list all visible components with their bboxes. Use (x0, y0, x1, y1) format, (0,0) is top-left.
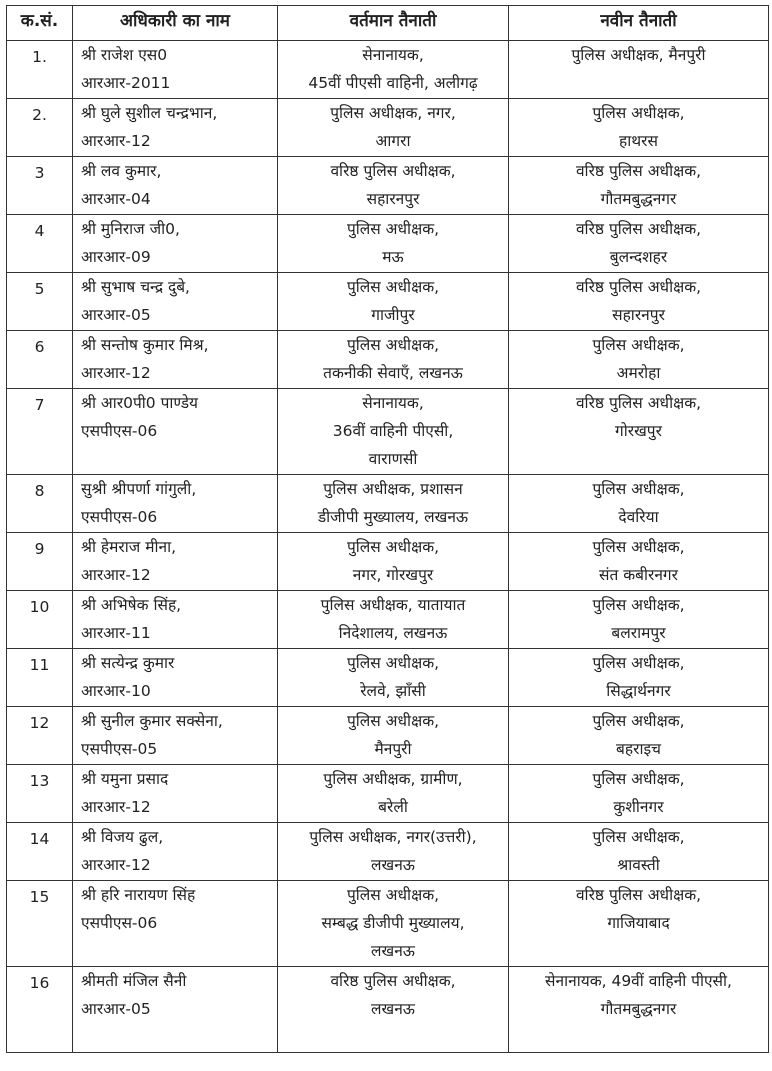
officer-name-cell (73, 99, 278, 157)
table-row (7, 533, 769, 591)
officer-name-cell (73, 881, 278, 967)
new-posting-line: गाजियाबाद (607, 914, 670, 932)
serial-number: 9 (7, 533, 73, 591)
current-posting-line: सहारनपुर (366, 190, 420, 208)
officer-name-cell (73, 823, 278, 881)
transfer-order-document (6, 5, 768, 1053)
officer-name-line: आरआर-2011 (81, 74, 171, 92)
header-current-posting: वर्तमान तैनाती (278, 6, 509, 41)
table-row (7, 157, 769, 215)
current-posting-line: पुलिस अधीक्षक, (346, 538, 440, 556)
officer-name-line: एसपीएस-06 (81, 422, 158, 440)
current-posting-cell (278, 331, 509, 389)
new-posting-cell (509, 41, 769, 99)
officer-name-line: आरआर-12 (81, 856, 151, 874)
current-posting-line: बरेली (378, 798, 408, 816)
new-posting-cell (509, 591, 769, 649)
current-posting-line: निदेशालय, लखनऊ (338, 624, 448, 642)
current-posting-line: पुलिस अधीक्षक, (346, 654, 440, 672)
current-posting-cell (278, 823, 509, 881)
new-posting-line: वरिष्ठ पुलिस अधीक्षक, (575, 394, 702, 412)
table-row (7, 881, 769, 967)
current-posting-line: लखनऊ (371, 856, 415, 874)
officer-name-cell (73, 533, 278, 591)
officer-name-line: आरआर-12 (81, 132, 151, 150)
current-posting-line: सेनानायक, (362, 394, 424, 412)
current-posting-cell (278, 475, 509, 533)
new-posting-line: संत कबीरनगर (598, 566, 679, 584)
new-posting-line: सिद्धार्थनगर (606, 682, 671, 700)
officer-name-line: श्री घुले सुशील चन्द्रभान, (81, 104, 218, 122)
current-posting-cell (278, 99, 509, 157)
table-row (7, 41, 769, 99)
serial-number: 3 (7, 157, 73, 215)
officer-name-line: आरआर-11 (81, 624, 151, 642)
table-row (7, 273, 769, 331)
table-row (7, 215, 769, 273)
serial-number: 7 (7, 389, 73, 475)
new-posting-cell (509, 967, 769, 1053)
officer-name-cell (73, 475, 278, 533)
new-posting-line: वरिष्ठ पुलिस अधीक्षक, (575, 220, 702, 238)
officer-name-cell (73, 215, 278, 273)
current-posting-line: पुलिस अधीक्षक, नगर(उत्तरी), (309, 828, 477, 846)
table-row (7, 591, 769, 649)
table-body (7, 41, 769, 1053)
officer-name-line: श्री लव कुमार, (81, 162, 162, 180)
new-posting-line: हाथरस (619, 132, 658, 150)
current-posting-line: सेनानायक, (362, 46, 424, 64)
table-row (7, 765, 769, 823)
officer-name-line: एसपीएस-05 (81, 740, 158, 758)
new-posting-line: देवरिया (618, 508, 659, 526)
current-posting-line: पुलिस अधीक्षक, (346, 278, 440, 296)
table-row (7, 649, 769, 707)
current-posting-line: पुलिस अधीक्षक, प्रशासन (323, 480, 463, 498)
serial-number: 15 (7, 881, 73, 967)
serial-number: 14 (7, 823, 73, 881)
new-posting-cell (509, 215, 769, 273)
current-posting-cell (278, 215, 509, 273)
new-posting-line: वरिष्ठ पुलिस अधीक्षक, (575, 886, 702, 904)
current-posting-line: वरिष्ठ पुलिस अधीक्षक, (330, 972, 456, 990)
table-row (7, 707, 769, 765)
table-row (7, 389, 769, 475)
officer-name-line: सुश्री श्रीपर्णा गांगुली, (81, 480, 197, 498)
new-posting-cell (509, 331, 769, 389)
table-row (7, 475, 769, 533)
new-posting-cell (509, 649, 769, 707)
officer-name-cell (73, 649, 278, 707)
officer-name-line: श्री सन्तोष कुमार मिश्र, (81, 336, 209, 354)
new-posting-cell (509, 389, 769, 475)
current-posting-cell (278, 273, 509, 331)
current-posting-line: 45वीं पीएसी वाहिनी, अलीगढ़ (308, 74, 478, 92)
new-posting-line: वरिष्ठ पुलिस अधीक्षक, (575, 162, 702, 180)
officer-name-line: श्री सुनील कुमार सक्सेना, (81, 712, 223, 730)
header-new-posting: नवीन तैनाती (509, 6, 769, 41)
serial-number: 5 (7, 273, 73, 331)
officer-name-cell (73, 967, 278, 1053)
officer-name-line: श्री राजेश एस0 (81, 46, 168, 64)
current-posting-line: मऊ (382, 248, 404, 266)
new-posting-line: पुलिस अधीक्षक, (592, 654, 685, 672)
officer-name-line: श्रीमती मंजिल सैनी (81, 972, 187, 990)
officer-name-cell (73, 41, 278, 99)
new-posting-cell (509, 157, 769, 215)
current-posting-line: पुलिस अधीक्षक, ग्रामीण, (323, 770, 463, 788)
current-posting-line: मैनपुरी (374, 740, 412, 758)
table-row (7, 99, 769, 157)
current-posting-cell (278, 649, 509, 707)
officer-name-line: आरआर-04 (81, 190, 151, 208)
new-posting-cell (509, 881, 769, 967)
officer-name-line: श्री विजय ढुल, (81, 828, 164, 846)
current-posting-cell (278, 881, 509, 967)
officer-name-line: श्री हरि नारायण सिंह (81, 886, 196, 904)
officer-name-line: आरआर-12 (81, 798, 151, 816)
serial-number: 2. (7, 99, 73, 157)
officer-name-line: आरआर-10 (81, 682, 151, 700)
current-posting-cell (278, 533, 509, 591)
new-posting-line: सेनानायक, 49वीं वाहिनी पीएसी, (545, 972, 732, 990)
new-posting-cell (509, 99, 769, 157)
officer-name-line: श्री मुनिराज जी0, (81, 220, 180, 238)
serial-number: 1. (7, 41, 73, 99)
officer-name-line: श्री सुभाष चन्द्र दुबे, (81, 278, 190, 296)
header-officer-name: अधिकारी का नाम (73, 6, 278, 41)
current-posting-line: डीजीपी मुख्यालय, लखनऊ (317, 508, 469, 526)
new-posting-line: अमरोहा (616, 364, 661, 382)
new-posting-line: पुलिस अधीक्षक, (592, 770, 685, 788)
new-posting-line: बलरामपुर (611, 624, 666, 642)
officer-name-cell (73, 331, 278, 389)
new-posting-line: कुशीनगर (613, 798, 664, 816)
officer-name-cell (73, 707, 278, 765)
new-posting-line: गोरखपुर (615, 422, 662, 440)
serial-number: 12 (7, 707, 73, 765)
table-header-row (7, 6, 769, 41)
officer-name-line: आरआर-05 (81, 1000, 151, 1018)
current-posting-line: नगर, गोरखपुर (352, 566, 434, 584)
new-posting-line: गौतमबुद्धनगर (600, 1000, 677, 1018)
officer-name-cell (73, 765, 278, 823)
current-posting-cell (278, 389, 509, 475)
current-posting-line: लखनऊ (371, 1000, 415, 1018)
current-posting-line: पुलिस अधीक्षक, (346, 886, 440, 904)
officer-name-line: एसपीएस-06 (81, 914, 158, 932)
officer-name-line: श्री अभिषेक सिंह, (81, 596, 182, 614)
current-posting-line: पुलिस अधीक्षक, (346, 712, 440, 730)
new-posting-cell (509, 765, 769, 823)
new-posting-line: सहारनपुर (612, 306, 665, 324)
officer-name-line: श्री हेमराज मीना, (81, 538, 177, 556)
new-posting-line: पुलिस अधीक्षक, (592, 828, 685, 846)
officer-name-line: एसपीएस-06 (81, 508, 158, 526)
current-posting-line: पुलिस अधीक्षक, (346, 220, 440, 238)
new-posting-cell (509, 533, 769, 591)
new-posting-line: श्रावस्ती (617, 856, 660, 874)
table-row (7, 331, 769, 389)
current-posting-line: आगरा (375, 132, 411, 150)
current-posting-cell (278, 765, 509, 823)
new-posting-cell (509, 823, 769, 881)
current-posting-line: लखनऊ (371, 942, 415, 960)
current-posting-line: वरिष्ठ पुलिस अधीक्षक, (330, 162, 456, 180)
new-posting-cell (509, 707, 769, 765)
current-posting-cell (278, 157, 509, 215)
serial-number: 11 (7, 649, 73, 707)
header-serial: क.सं. (7, 6, 73, 41)
officer-name-line: आरआर-12 (81, 364, 151, 382)
new-posting-line: पुलिस अधीक्षक, (592, 480, 685, 498)
current-posting-line: तकनीकी सेवाएँ, लखनऊ (323, 364, 463, 382)
officer-name-cell (73, 389, 278, 475)
new-posting-line: पुलिस अधीक्षक, (592, 712, 685, 730)
serial-number: 6 (7, 331, 73, 389)
current-posting-cell (278, 591, 509, 649)
current-posting-line: पुलिस अधीक्षक, यातायात (320, 596, 466, 614)
new-posting-line: पुलिस अधीक्षक, (592, 336, 685, 354)
current-posting-cell (278, 967, 509, 1053)
officer-name-line: श्री सत्येन्द्र कुमार (81, 654, 175, 672)
officer-name-line: आरआर-05 (81, 306, 151, 324)
officer-name-cell (73, 591, 278, 649)
serial-number: 10 (7, 591, 73, 649)
officer-name-line: आरआर-09 (81, 248, 151, 266)
new-posting-line: पुलिस अधीक्षक, मैनपुरी (571, 46, 706, 64)
serial-number: 16 (7, 967, 73, 1053)
officer-name-line: श्री यमुना प्रसाद (81, 770, 169, 788)
current-posting-line: वाराणसी (368, 450, 418, 468)
new-posting-cell (509, 273, 769, 331)
new-posting-line: बहराइच (616, 740, 661, 758)
current-posting-line: गाजीपुर (371, 306, 415, 324)
table-row (7, 823, 769, 881)
new-posting-cell (509, 475, 769, 533)
officer-name-line: आरआर-12 (81, 566, 151, 584)
serial-number: 8 (7, 475, 73, 533)
current-posting-line: रेलवे, झाँसी (360, 682, 426, 700)
new-posting-line: बुलन्दशहर (609, 248, 668, 266)
new-posting-line: गौतमबुद्धनगर (600, 190, 677, 208)
new-posting-line: पुलिस अधीक्षक, (592, 538, 685, 556)
new-posting-line: वरिष्ठ पुलिस अधीक्षक, (575, 278, 702, 296)
officer-name-cell (73, 157, 278, 215)
current-posting-cell (278, 41, 509, 99)
table-row (7, 967, 769, 1053)
officer-name-line: श्री आर0पी0 पाण्डेय (81, 394, 199, 412)
new-posting-line: पुलिस अधीक्षक, (592, 104, 685, 122)
current-posting-line: पुलिस अधीक्षक, (346, 336, 440, 354)
officer-name-cell (73, 273, 278, 331)
serial-number: 4 (7, 215, 73, 273)
transfer-table (6, 5, 769, 1053)
current-posting-cell (278, 707, 509, 765)
new-posting-line: पुलिस अधीक्षक, (592, 596, 685, 614)
serial-number: 13 (7, 765, 73, 823)
current-posting-line: पुलिस अधीक्षक, नगर, (330, 104, 456, 122)
current-posting-line: 36वीं वाहिनी पीएसी, (332, 422, 454, 440)
current-posting-line: सम्बद्ध डीजीपी मुख्यालय, (321, 914, 465, 932)
